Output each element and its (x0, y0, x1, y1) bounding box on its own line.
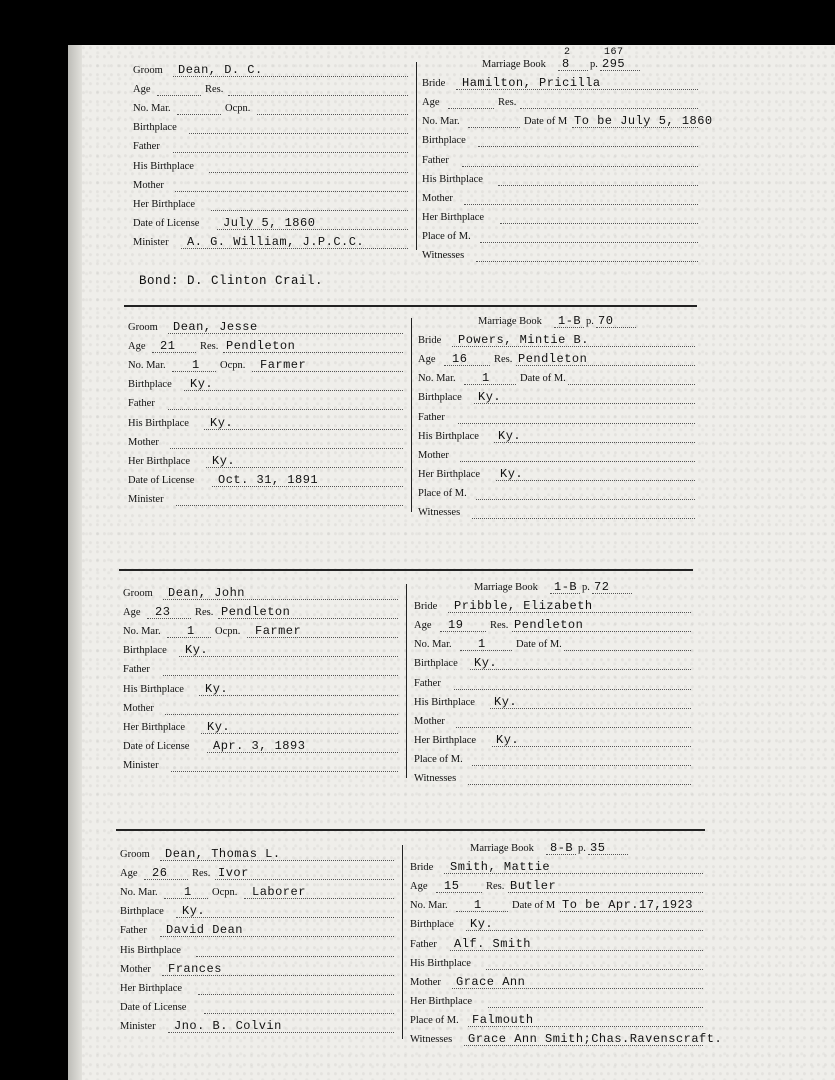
column-divider (411, 318, 412, 512)
dotted-line (163, 675, 398, 676)
no-mar-label: No. Mar. (128, 360, 166, 372)
groom-father: David Dean (166, 923, 244, 938)
dotted-line (206, 467, 403, 468)
groom-name: Dean, Jesse (173, 320, 258, 334)
page-label: p. (586, 316, 594, 327)
dotted-line (252, 371, 403, 372)
birthplace-label: Birthplace (128, 379, 172, 391)
bride-birthplace: Ky. (470, 917, 494, 932)
dotted-line (564, 650, 691, 651)
date-of-license-label: Date of License (120, 1001, 187, 1013)
bride-place-of-m-label: Place of M. (422, 230, 471, 242)
marriage-book-label: Marriage Book (470, 843, 534, 854)
her-birthplace-label: Her Birthplace (133, 198, 196, 210)
groom-date-of-license: July 5, 1860 (223, 215, 316, 230)
dotted-line (460, 650, 512, 651)
dotted-line (464, 384, 516, 385)
bride-no-mar: 1 (474, 898, 482, 913)
dotted-line (444, 873, 703, 874)
groom-name: Dean, D. C. (178, 63, 263, 77)
bride-age-label: Age (410, 881, 428, 893)
bride-his-birthplace: Ky. (494, 694, 518, 709)
dotted-line (168, 333, 403, 334)
bride-birthplace-label: Birthplace (410, 919, 454, 931)
dotted-line (550, 593, 580, 594)
groom-birthplace: Ky. (190, 377, 214, 392)
dotted-line (480, 242, 698, 243)
bride-birthplace: Ky. (474, 656, 498, 671)
marriage-book-number: 1-B (558, 314, 582, 328)
bride-father-label: Father (414, 677, 441, 689)
dotted-line (462, 166, 698, 167)
date-of-license-label: Date of License (128, 474, 195, 486)
bride-birthplace-label: Birthplace (422, 135, 466, 147)
father-label: Father (128, 398, 155, 410)
groom-label: Groom (133, 65, 163, 76)
dotted-line (466, 930, 703, 931)
dotted-line (212, 486, 403, 487)
dotted-line (456, 89, 698, 90)
dotted-line (436, 892, 482, 893)
res-label: Res. (205, 84, 224, 96)
dotted-line (176, 917, 394, 918)
groom-no-mar: 1 (184, 885, 192, 900)
dotted-line (458, 423, 695, 424)
dotted-line (464, 1045, 703, 1046)
bride-age-label: Age (414, 620, 432, 632)
dotted-line (554, 327, 584, 328)
bride-place-of-m-label: Place of M. (418, 487, 467, 499)
dotted-line (165, 714, 398, 715)
section-divider (124, 305, 697, 307)
dotted-line (450, 950, 703, 951)
dotted-line (490, 708, 691, 709)
bride-her-birthplace-label: Her Birthplace (414, 734, 477, 746)
bride-mother-label: Mother (410, 976, 441, 988)
dotted-line (189, 133, 408, 134)
his-birthplace-label: His Birthplace (128, 417, 189, 429)
his-birthplace-label: His Birthplace (123, 683, 184, 695)
bride-label: Bride (414, 601, 438, 613)
date-of-marriage: To be July 5, 1860 (574, 114, 713, 129)
page-edge (68, 45, 82, 1080)
marriage-book-number: 1-B (554, 580, 578, 594)
marriage-book-page: 70 (598, 314, 614, 328)
dotted-line (168, 1032, 394, 1033)
mother-label: Mother (123, 702, 154, 714)
bride-label: Bride (410, 862, 434, 874)
bride-age: 19 (448, 618, 464, 633)
column-divider (402, 845, 403, 1039)
bride-birthplace-label: Birthplace (414, 658, 458, 670)
marriage-book-number: 8-B (550, 841, 574, 855)
dotted-line (144, 879, 188, 880)
bride-res: Butler (510, 879, 557, 894)
date-of-license-label: Date of License (133, 217, 200, 229)
dotted-line (460, 461, 695, 462)
dotted-line (486, 969, 703, 970)
age-label: Age (133, 84, 151, 96)
dotted-line (170, 448, 403, 449)
dotted-line (209, 172, 408, 173)
dotted-line (468, 127, 520, 128)
bride-his-birthplace-label: His Birthplace (418, 430, 479, 442)
dotted-line (568, 384, 695, 385)
dotted-line (572, 127, 698, 128)
dotted-line (175, 191, 408, 192)
dotted-line (478, 146, 698, 147)
no-mar-label: No. Mar. (120, 887, 158, 899)
bride-father-label: Father (410, 938, 437, 950)
bride-father-label: Father (418, 411, 445, 423)
bride-his-birthplace-label: His Birthplace (414, 696, 475, 708)
groom-her-birthplace: Ky. (212, 453, 236, 468)
groom-name: Dean, Thomas L. (165, 847, 281, 861)
groom-age: 21 (160, 339, 176, 354)
marriage-book-page: 35 (590, 841, 606, 855)
dotted-line (592, 593, 632, 594)
bride-place-of-m-label: Place of M. (410, 1014, 459, 1026)
dotted-line (440, 631, 486, 632)
res-label: Res. (192, 868, 211, 880)
dotted-line (179, 656, 398, 657)
minister-label: Minister (123, 759, 159, 771)
groom-minister: A. G. William, J.P.C.C. (187, 234, 365, 249)
dotted-line (162, 975, 394, 976)
bride-mother-label: Mother (414, 715, 445, 727)
groom-res: Pendleton (226, 339, 296, 354)
dotted-line (164, 898, 208, 899)
father-label: Father (123, 664, 150, 676)
bride-her-birthplace-label: Her Birthplace (410, 995, 473, 1007)
bride-mother: Grace Ann (456, 974, 526, 989)
dotted-line (173, 152, 408, 153)
dotted-line (470, 669, 691, 670)
bride-res: Pendleton (514, 618, 584, 633)
date-of-marriage-label: Date of M. (520, 373, 566, 385)
dotted-line (492, 746, 691, 747)
dotted-line (496, 480, 695, 481)
bride-no-mar-label: No. Mar. (422, 116, 460, 128)
marriage-book-page: 72 (594, 580, 610, 594)
dotted-line (558, 70, 588, 71)
mother-label: Mother (128, 436, 159, 448)
dotted-line (498, 185, 698, 186)
bride-father: Alf. Smith (454, 936, 532, 951)
birthplace-label: Birthplace (123, 645, 167, 657)
age-label: Age (123, 607, 141, 619)
bride-witnesses: Grace Ann Smith;Chas.Ravenscraft. (468, 1032, 723, 1046)
bride-her-birthplace-label: Her Birthplace (418, 468, 481, 480)
mother-label: Mother (120, 963, 151, 975)
section-divider (116, 829, 705, 831)
dotted-line (204, 1013, 394, 1014)
minister-label: Minister (128, 493, 164, 505)
groom-res: Pendleton (221, 605, 291, 620)
marriage-book-label: Marriage Book (482, 59, 546, 70)
her-birthplace-label: Her Birthplace (128, 455, 191, 467)
dotted-line (211, 210, 408, 211)
ocpn-label: Ocpn. (212, 887, 238, 899)
dotted-line (147, 618, 191, 619)
dotted-line (201, 733, 398, 734)
bride-name: Smith, Mattie (450, 860, 551, 875)
dotted-line (476, 499, 695, 500)
no-mar-label: No. Mar. (133, 103, 171, 115)
dotted-line (474, 403, 695, 404)
groom-age: 23 (155, 605, 171, 620)
bride-label: Bride (422, 78, 446, 90)
father-label: Father (133, 141, 160, 153)
page-label: p. (582, 582, 590, 593)
birthplace-label: Birthplace (120, 906, 164, 918)
minister-label: Minister (120, 1020, 156, 1032)
dotted-line (172, 371, 216, 372)
bride-res-label: Res. (486, 881, 505, 893)
groom-res: Ivor (218, 866, 249, 881)
groom-minister: Jno. B. Colvin (174, 1018, 282, 1033)
groom-no-mar: 1 (187, 624, 195, 639)
bride-witnesses-label: Witnesses (414, 773, 457, 784)
bride-place-of-m: Falmouth (472, 1012, 534, 1027)
date-of-marriage: To be Apr.17,1923 (562, 898, 693, 913)
her-birthplace-label: Her Birthplace (120, 982, 183, 994)
bride-age-label: Age (418, 354, 436, 366)
age-label: Age (120, 868, 138, 880)
dotted-line (560, 911, 703, 912)
bride-place-of-m-label: Place of M. (414, 753, 463, 765)
section-divider (119, 569, 693, 571)
dotted-line (500, 223, 698, 224)
groom-label: Groom (120, 849, 150, 860)
bride-birthplace: Ky. (478, 390, 502, 405)
column-divider (406, 584, 407, 778)
dotted-line (223, 352, 403, 353)
bride-witnesses-label: Witnesses (410, 1034, 453, 1045)
dotted-line (520, 108, 698, 109)
dotted-line (167, 637, 211, 638)
dotted-line (472, 765, 691, 766)
dotted-line (171, 771, 398, 772)
bride-her-birthplace: Ky. (496, 732, 520, 747)
bride-res-label: Res. (494, 354, 513, 366)
dotted-line (468, 784, 691, 785)
marriage-book-number-correction: 2 (564, 47, 571, 58)
bride-mother-label: Mother (418, 449, 449, 461)
dotted-line (494, 442, 695, 443)
groom-his-birthplace: Ky. (210, 415, 234, 430)
dotted-line (488, 1007, 703, 1008)
dotted-line (464, 204, 698, 205)
ocpn-label: Ocpn. (225, 103, 251, 115)
dotted-line (207, 752, 398, 753)
dotted-line (160, 860, 394, 861)
dotted-line (176, 505, 403, 506)
dotted-line (546, 854, 576, 855)
res-label: Res. (200, 341, 219, 353)
dotted-line (508, 892, 703, 893)
dotted-line (157, 95, 201, 96)
bride-res: Pendleton (518, 352, 588, 367)
groom-date-of-license: Apr. 3, 1893 (213, 738, 306, 753)
bride-label: Bride (418, 335, 442, 347)
groom-birthplace: Ky. (182, 904, 206, 919)
dotted-line (448, 612, 691, 613)
her-birthplace-label: Her Birthplace (123, 721, 186, 733)
groom-no-mar: 1 (192, 358, 200, 373)
dotted-line (454, 689, 691, 690)
no-mar-label: No. Mar. (123, 626, 161, 638)
bride-no-mar: 1 (482, 371, 490, 386)
dotted-line (596, 327, 636, 328)
age-label: Age (128, 341, 146, 353)
bride-no-mar: 1 (478, 637, 486, 652)
column-divider (416, 62, 417, 250)
his-birthplace-label: His Birthplace (120, 944, 181, 956)
bride-age: 16 (452, 352, 468, 367)
dotted-line (247, 637, 398, 638)
date-of-license-label: Date of License (123, 740, 190, 752)
dotted-line (160, 936, 394, 937)
bride-res-label: Res. (498, 97, 517, 109)
dotted-line (448, 108, 494, 109)
marriage-book-label: Marriage Book (474, 582, 538, 593)
dotted-line (198, 994, 394, 995)
ocpn-label: Ocpn. (215, 626, 241, 638)
father-label: Father (120, 925, 147, 937)
groom-ocpn: Farmer (255, 624, 302, 639)
bride-name: Pribble, Elizabeth (454, 599, 593, 614)
dotted-line (181, 248, 408, 249)
bride-his-birthplace-label: His Birthplace (422, 173, 483, 185)
dotted-line (173, 76, 408, 77)
dotted-line (476, 261, 698, 262)
bride-his-birthplace: Ky. (498, 428, 522, 443)
marriage-book-page-correction: 167 (604, 47, 624, 58)
groom-age: 26 (152, 866, 168, 881)
dotted-line (204, 429, 403, 430)
marriage-book-label: Marriage Book (478, 316, 542, 327)
dotted-line (215, 879, 394, 880)
bride-name: Powers, Mintie B. (458, 333, 589, 348)
groom-her-birthplace: Ky. (207, 719, 231, 734)
dotted-line (244, 898, 394, 899)
dotted-line (228, 95, 408, 96)
groom-birthplace: Ky. (185, 643, 209, 658)
groom-label: Groom (123, 588, 153, 599)
bride-age: 15 (444, 879, 460, 894)
dotted-line (516, 365, 695, 366)
groom-ocpn: Farmer (260, 358, 307, 373)
dotted-line (588, 854, 628, 855)
groom-label: Groom (128, 322, 158, 333)
bride-age-label: Age (422, 97, 440, 109)
groom-date-of-license: Oct. 31, 1891 (218, 472, 319, 487)
groom-name: Dean, John (168, 586, 246, 600)
dotted-line (472, 518, 695, 519)
dotted-line (257, 114, 408, 115)
dotted-line (152, 352, 196, 353)
dotted-line (456, 911, 508, 912)
ocpn-label: Ocpn. (220, 360, 246, 372)
marriage-book-page: 295 (602, 57, 626, 71)
bride-res-label: Res. (490, 620, 509, 632)
dotted-line (452, 346, 695, 347)
bride-witnesses-label: Witnesses (418, 507, 461, 518)
date-of-marriage-label: Date of M (512, 900, 556, 912)
dotted-line (163, 599, 398, 600)
bride-her-birthplace-label: Her Birthplace (422, 211, 485, 223)
dotted-line (218, 618, 398, 619)
page-label: p. (590, 59, 598, 70)
bride-his-birthplace-label: His Birthplace (410, 957, 471, 969)
bride-her-birthplace: Ky. (500, 466, 524, 481)
bride-mother-label: Mother (422, 192, 453, 204)
bride-name: Hamilton, Pricilla (462, 76, 601, 91)
dotted-line (199, 695, 398, 696)
mother-label: Mother (133, 179, 164, 191)
dotted-line (168, 409, 403, 410)
res-label: Res. (195, 607, 214, 619)
marriage-book-number: 8 (562, 57, 570, 71)
bride-witnesses-label: Witnesses (422, 250, 465, 261)
dotted-line (217, 229, 408, 230)
bride-no-mar-label: No. Mar. (418, 373, 456, 385)
dotted-line (196, 956, 394, 957)
date-of-marriage-label: Date of M (524, 116, 568, 128)
bride-no-mar-label: No. Mar. (414, 639, 452, 651)
groom-ocpn: Laborer (252, 885, 306, 900)
groom-his-birthplace: Ky. (205, 681, 229, 696)
his-birthplace-label: His Birthplace (133, 160, 194, 172)
dotted-line (452, 988, 703, 989)
dotted-line (456, 727, 691, 728)
minister-label: Minister (133, 236, 169, 248)
page-label: p. (578, 843, 586, 854)
dotted-line (512, 631, 691, 632)
groom-mother: Frances (168, 961, 222, 976)
dotted-line (444, 365, 490, 366)
birthplace-label: Birthplace (133, 122, 177, 134)
dotted-line (184, 390, 403, 391)
bond-note: Bond: D. Clinton Crail. (139, 274, 324, 288)
dotted-line (468, 1026, 703, 1027)
dotted-line (177, 114, 221, 115)
bride-no-mar-label: No. Mar. (410, 900, 448, 912)
dotted-line (600, 70, 640, 71)
bride-birthplace-label: Birthplace (418, 392, 462, 404)
date-of-marriage-label: Date of M. (516, 639, 562, 651)
bride-father-label: Father (422, 154, 449, 166)
